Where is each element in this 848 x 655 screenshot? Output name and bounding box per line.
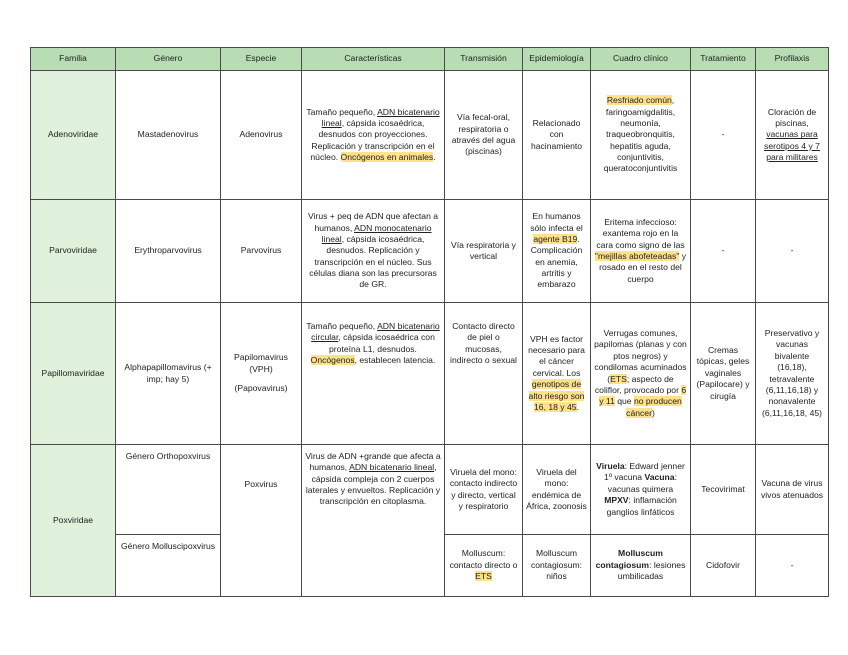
text-segment: Cloración de piscinas,: [767, 106, 817, 128]
highlight-text: Oncógenos en animales: [340, 152, 434, 163]
text-segment: : Edward jenner 1º vacuna: [604, 461, 685, 483]
genero-cell: Alphapapillomavirus (+ imp; hay 5): [116, 303, 221, 445]
especie-alt-name: (Papovavirus): [234, 383, 288, 394]
underlined-text: vacunas para serotipos 4 y 7 para militares: [764, 129, 820, 163]
header-row: [31, 48, 829, 71]
transmision-cell: [445, 535, 523, 597]
underlined-text: ADN bicatenario lineal: [321, 106, 440, 128]
text-segment: .: [433, 152, 436, 163]
transmision-cell: Viruela del mono: contacto indirecto y directo, vertical y respiratorio: [445, 445, 523, 535]
highlight-text: no producen cáncer: [626, 396, 682, 418]
underlined-text: ADN bicatenario circular: [311, 321, 440, 343]
text-segment: Molluscum: contacto directo o: [449, 548, 518, 570]
highlight-text: Oncógenos: [310, 355, 355, 366]
text-segment: , cápsida icosaédrica, desnudos. Replicación y transcripción en el núcleo. Sus células diana son las precursoras de GR.: [309, 233, 437, 290]
highlight-text: genotipos de alto riesgo son 16, 18 y 45: [528, 379, 585, 412]
text-segment: Tamaño pequeño,: [306, 321, 378, 331]
text-segment: , cápsida icosaédrica con proteína L1, desnudos.: [329, 332, 435, 354]
cuadro-clinico-cell: [591, 535, 691, 597]
cuadro-clinico-cell: [591, 303, 691, 445]
genero-cell: Erythroparvovirus: [116, 200, 221, 303]
header-especie: Especie: [221, 48, 302, 71]
text-segment: Eritema infeccioso: exantema rojo en la cara como signo de las: [596, 216, 685, 250]
especie-cell: Adenovirus: [221, 71, 302, 200]
profilaxis-cell: -: [756, 535, 829, 597]
cuadro-clinico-cell: [591, 445, 691, 535]
text-segment: , cápsida icosaédrica, desnudos con proyecciones. Replicación y transcripción en el núcleo.: [310, 117, 435, 163]
cuadro-clinico-cell: [591, 200, 691, 303]
epidemiologia-cell: Viruela del mono: endémica de África, zoonosis: [523, 445, 591, 535]
especie-name: Papilomavirus (VPH): [234, 352, 288, 374]
text-segment: Virus + peq de ADN que afectan a humanos,: [307, 211, 439, 233]
especie-cell: [221, 303, 302, 445]
row-papillomaviridae: [31, 303, 829, 445]
highlight-text: agente B19: [533, 233, 578, 244]
text-segment: Verrugas comunes, papilomas (planas y con ptos negros) y condilomas acuminados (: [594, 328, 687, 384]
header-genero: Género: [116, 48, 221, 71]
caracteristicas-cell: [302, 71, 445, 200]
text-segment: .: [576, 401, 579, 412]
profilaxis-cell: Preservativo y vacunas bivalente (16,18), tetravalente (6,11,16,18) y nonavalente (6,11,16,18, 45): [756, 303, 829, 445]
text-segment: , establecen latencia.: [354, 355, 436, 366]
transmision-cell: Contacto directo de piel o mucosas, indirecto o sexual: [445, 303, 523, 445]
text-segment: que: [614, 396, 634, 407]
tratamiento-cell: -: [691, 200, 756, 303]
tratamiento-cell: -: [691, 71, 756, 200]
header-caracteristicas: Características: [302, 48, 445, 71]
header-transmision: Transmisión: [445, 48, 523, 71]
tratamiento-cell: Cremas tópicas, geles vaginales (Papilocare) y cirugía: [691, 303, 756, 445]
header-tratamiento: Tratamiento: [691, 48, 756, 71]
bold-text: Molluscum contagiosum: [595, 548, 663, 570]
header-familia: Familia: [31, 48, 116, 71]
bold-text: MPXV: [604, 495, 629, 506]
text-segment: Virus de ADN +grande que afecta a humanos,: [305, 451, 441, 473]
highlight-text: ETS: [475, 571, 492, 582]
virus-table: [30, 47, 829, 597]
text-segment: ; aspecto de coliflor, provocado por: [594, 373, 682, 395]
text-segment: . Complicación en anemia, artritis y embarazo: [530, 233, 583, 290]
row-parvoviridae: [31, 200, 829, 303]
epidemiologia-cell: Relacionado con hacinamiento: [523, 71, 591, 200]
row-adenoviridae: [31, 71, 829, 200]
tratamiento-cell: Tecovirimat: [691, 445, 756, 535]
text-segment: En humanos sólo infecta el: [530, 211, 583, 233]
familia-cell: Poxviridae: [31, 445, 116, 597]
epidemiologia-cell: [523, 200, 591, 303]
text-segment: , faringoamigdalitis, neumonía, traqueobronquitis, hepatitis aguda, conjuntivitis, queratoconjuntivitis: [603, 95, 678, 174]
bold-text: Vacuna: [644, 472, 675, 483]
text-segment: VPH es factor necesario para el cáncer cervical. Los: [528, 333, 585, 378]
bold-text: Viruela: [596, 461, 625, 472]
highlight-text: Resfriado común: [606, 95, 672, 106]
header-cuadro-clinico: Cuadro clínico: [591, 48, 691, 71]
underlined-text: ADN monocatenario lineal: [321, 222, 432, 244]
epidemiologia-cell: [523, 303, 591, 445]
text-segment: ): [651, 407, 655, 418]
profilaxis-cell: [756, 71, 829, 200]
highlight-text: 6 y 11: [599, 384, 687, 407]
transmision-cell: Vía fecal-oral, respiratoria o através del agua (piscinas): [445, 71, 523, 200]
caracteristicas-cell: [302, 200, 445, 303]
cuadro-clinico-cell: [591, 71, 691, 200]
epidemiologia-cell: Molluscum contagiosum: niños: [523, 535, 591, 597]
highlight-text: "mejillas abofeteadas": [594, 251, 680, 261]
text-segment: , cápsida compleja con 2 cuerpos laterales y envueltos. Replicación y transcripción en citoplasma.: [305, 462, 441, 507]
genero-cell: Género Orthopoxvirus: [116, 445, 221, 535]
profilaxis-cell: Vacuna de virus vivos atenuados: [756, 445, 829, 535]
familia-cell: Adenoviridae: [31, 71, 116, 200]
genero-cell: Mastadenovirus: [116, 71, 221, 200]
transmision-cell: Vía respiratoria y vertical: [445, 200, 523, 303]
highlight-text: ETS: [610, 373, 627, 384]
text-segment: Tamaño pequeño,: [306, 106, 378, 117]
row-poxviridae-orthopox: [31, 445, 829, 535]
text-segment: y rosado en el resto del cuerpo: [599, 251, 687, 284]
familia-cell: Papillomaviridae: [31, 303, 116, 445]
text-segment: : lesiones umbilicadas: [617, 559, 686, 582]
text-segment: : inflamación ganglios linfáticos: [606, 495, 677, 517]
tratamiento-cell: Cidofovir: [691, 535, 756, 597]
underlined-text: ADN bicatenario lineal: [349, 462, 435, 473]
especie-cell: Parvovirus: [221, 200, 302, 303]
caracteristicas-cell: [302, 445, 445, 597]
familia-cell: Parvoviridae: [31, 200, 116, 303]
genero-cell: Género Molluscipoxvirus: [116, 535, 221, 597]
especie-cell: Poxvirus: [221, 445, 302, 597]
header-profilaxis: Profilaxis: [756, 48, 829, 71]
header-epidemiologia: Epidemiología: [523, 48, 591, 71]
caracteristicas-cell: [302, 303, 445, 445]
profilaxis-cell: -: [756, 200, 829, 303]
text-segment: : vacunas quimera: [607, 472, 677, 494]
